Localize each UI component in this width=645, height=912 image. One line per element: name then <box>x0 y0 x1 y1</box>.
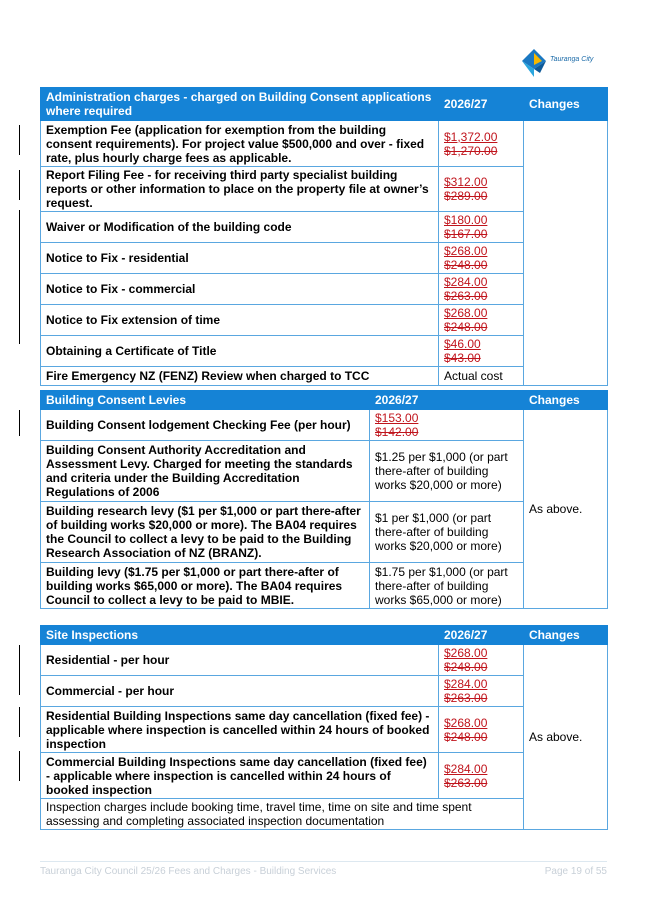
logo-text: Tauranga City <box>550 56 594 63</box>
fee-item: Report Filing Fee - for receiving third party specialist building reports or other information to place on the property file at owner’s request. <box>41 167 439 212</box>
change-bar <box>19 645 20 695</box>
fee-item: Commercial Building Inspections same day cancellation (fixed fee) - applicable where inspection is cancelled within 24 hours of booked inspection <box>41 753 439 799</box>
changes-cell <box>524 121 608 386</box>
new-fee: $268.00 <box>444 715 488 730</box>
fee-item: Obtaining a Certificate of Title <box>41 336 439 367</box>
fee-value <box>439 336 524 367</box>
fee-value <box>439 676 524 707</box>
fee-value <box>439 167 524 212</box>
fee-item: Waiver or Modification of the building code <box>41 212 439 243</box>
fee-value <box>439 121 524 167</box>
old-fee: $248.00 <box>444 320 488 334</box>
fee-value: $1.25 per $1,000 (or part there-after of building works $20,000 or more) <box>370 441 524 502</box>
old-fee: $289.00 <box>444 189 488 203</box>
change-bar <box>19 751 20 781</box>
new-fee: $284.00 <box>444 761 488 776</box>
table-header-year: 2026/27 <box>439 626 524 645</box>
logo-mark-icon <box>520 47 548 79</box>
fee-item: Exemption Fee (application for exemption from the building consent requirements). For project value $500,000 and over - fixed rate, plus hourly charge fees as applicable. <box>41 121 439 167</box>
new-fee: $284.00 <box>444 677 488 691</box>
change-bar <box>19 125 20 155</box>
fee-value: $1 per $1,000 (or part there-after of building works $20,000 or more) <box>370 502 524 563</box>
new-fee: $284.00 <box>444 275 488 289</box>
old-fee: $1,270.00 <box>444 143 498 158</box>
fee-value <box>439 753 524 799</box>
fee-item: Fire Emergency NZ (FENZ) Review when charged to TCC <box>41 367 439 386</box>
fee-item: Building levy ($1.75 per $1,000 or part there-after of building works $65,000 or more). The BA04 requires Council to collect a levy to be paid to MBIE. <box>41 563 370 609</box>
change-bar <box>19 707 20 737</box>
old-fee: $43.00 <box>444 351 481 365</box>
fee-item: Notice to Fix extension of time <box>41 305 439 336</box>
inspection-note: Inspection charges include booking time, travel time, time on site and time spent assessing and completing associated inspection documentation <box>41 799 524 830</box>
fee-item: Building research levy ($1 per $1,000 or part there-after of building works $20,000 or more). The BA04 requires the Council to collect a levy to be paid to the Building Research Association of NZ (BRANZ). <box>41 502 370 563</box>
page-footer <box>40 861 607 877</box>
table-header-title: Site Inspections <box>41 626 439 645</box>
old-fee: $263.00 <box>444 775 488 790</box>
fee-item: Commercial - per hour <box>41 676 439 707</box>
table-header-year: 2026/27 <box>370 391 524 410</box>
site-inspections-table <box>40 625 608 830</box>
administration-charges-table <box>40 87 608 386</box>
fee-item: Building Consent Authority Accreditation and Assessment Levy. Charged for meeting the standards and criteria under the Building Accreditation Regulations of 2006 <box>41 441 370 502</box>
old-fee: $167.00 <box>444 227 488 241</box>
new-fee: $268.00 <box>444 244 488 258</box>
new-fee: $312.00 <box>444 175 488 189</box>
footer-page-number: Page 19 of 55 <box>544 866 607 877</box>
old-fee: $248.00 <box>444 660 488 674</box>
table-header-changes: Changes <box>524 626 608 645</box>
change-bar <box>19 410 20 436</box>
fee-value <box>439 305 524 336</box>
change-bar <box>19 170 20 200</box>
fee-item: Residential - per hour <box>41 645 439 676</box>
fee-value <box>439 274 524 305</box>
new-fee: $153.00 <box>375 411 419 425</box>
footer-document-title: Tauranga City Council 25/26 Fees and Charges - Building Services <box>40 866 337 877</box>
new-fee: $268.00 <box>444 306 488 320</box>
old-fee: $248.00 <box>444 258 488 272</box>
old-fee: $248.00 <box>444 729 488 744</box>
change-bar <box>19 210 20 344</box>
fee-value <box>439 243 524 274</box>
changes-cell: As above. <box>524 410 608 609</box>
fee-value <box>370 410 524 441</box>
table-header-year: 2026/27 <box>439 88 524 121</box>
table-header-changes: Changes <box>524 391 608 410</box>
fee-value <box>439 212 524 243</box>
fee-item: Notice to Fix - commercial <box>41 274 439 305</box>
table-header-title: Building Consent Levies <box>41 391 370 410</box>
fee-value <box>439 645 524 676</box>
new-fee: $46.00 <box>444 337 481 351</box>
tauranga-city-logo <box>520 47 620 79</box>
fee-value: $1.75 per $1,000 (or part there-after of building works $65,000 or more) <box>370 563 524 609</box>
fee-item: Notice to Fix - residential <box>41 243 439 274</box>
new-fee: $180.00 <box>444 213 488 227</box>
table-header-title: Administration charges - charged on Building Consent applications where required <box>41 88 439 121</box>
fee-item: Residential Building Inspections same day cancellation (fixed fee) - applicable where inspection is cancelled within 24 hours of booked inspection <box>41 707 439 753</box>
new-fee: $1,372.00 <box>444 129 498 144</box>
fee-item: Building Consent lodgement Checking Fee (per hour) <box>41 410 370 441</box>
new-fee: $268.00 <box>444 646 488 660</box>
old-fee: $142.00 <box>375 425 419 439</box>
old-fee: $263.00 <box>444 289 488 303</box>
old-fee: $263.00 <box>444 691 488 705</box>
fee-value: Actual cost <box>439 367 524 386</box>
changes-cell: As above. <box>524 645 608 830</box>
building-consent-levies-table <box>40 390 608 609</box>
fee-value <box>439 707 524 753</box>
table-header-changes: Changes <box>524 88 608 121</box>
